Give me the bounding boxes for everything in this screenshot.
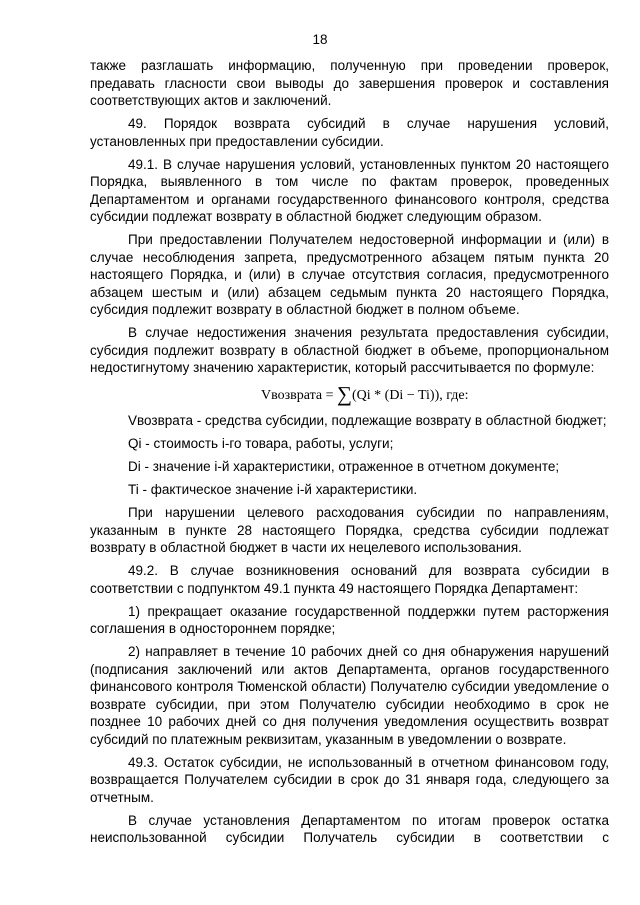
paragraph: 49.3. Остаток субсидии, не использованный в отчетном финансовом году, возвращается Получателем субсидии в срок до 31 января года, следующего за отчетным. xyxy=(90,754,609,805)
sum-symbol: ∑ xyxy=(337,382,352,406)
paragraph: 49.2. В случае возникновения оснований для возврата субсидии в соответствии с подпунктом 49.1 пункта 49 настоящего Порядка Департамент: xyxy=(90,563,609,596)
list-item: 1) прекращает оказание государственной поддержки путем расторжения соглашения в одностороннем порядке; xyxy=(90,603,609,636)
formula-lhs: Vвозврата = xyxy=(261,388,338,403)
paragraph: 49. Порядок возврата субсидий в случае нарушения условий, установленных при предоставлении субсидии. xyxy=(90,116,609,149)
definition: Vвозврата - средства субсидии, подлежащие возврату в областной бюджет; xyxy=(128,413,607,428)
document-body xyxy=(90,57,609,852)
formula-rhs: (Qi * (Di − Ti)), где: xyxy=(352,388,469,403)
definition: Di - значение i-й характеристики, отраженное в отчетном документе; xyxy=(128,459,560,474)
page-number: 18 xyxy=(312,32,328,47)
paragraph: При предоставлении Получателем недостоверной информации и (или) в случае несоблюдения запрета, предусмотренного абзацем пятым пункта 20 настоящего Порядка, и (или) в случае отсутствия согласия, предусмотренного абзацем шестым и (или) абзацем седьмым пункта 20 настоящего Порядка, субсидия подлежит возврату в областной бюджет в полном объеме. xyxy=(90,232,609,317)
paragraph: 49.1. В случае нарушения условий, установленных пунктом 20 настоящего Порядка, выявленного в том числе по фактам проверок, проведенных Департаментом и органами государственного финансового контроля, средства субсидии подлежат возврату в областной бюджет следующим образом. xyxy=(90,156,609,224)
definition: Ti - фактическое значение i-й характеристики. xyxy=(128,482,418,497)
paragraph: В случае установления Департаментом по итогам проверок остатка неиспользованной субсидии Получатель субсидии в соответствии с xyxy=(90,812,609,845)
list-item: 2) направляет в течение 10 рабочих дней со дня обнаружения нарушений (подписания заключений или актов Департамента, органов государственного финансового контроля Тюменской области) Получателю субсидии уведомление о возврате субсидии, при этом Получателю субсидии необходимо в срок не позднее 10 рабочих дней со дня получения уведомления осуществить возврат субсидий по платежным реквизитам, указанным в уведомлении о возврате. xyxy=(90,644,609,747)
return-formula xyxy=(90,382,609,406)
paragraph: также разглашать информацию, полученную при проведении проверок, предавать гласности свои выводы до завершения проверок и составления соответствующих актов и заключений. xyxy=(90,58,609,108)
paragraph: В случае недостижения значения результата предоставления субсидии, субсидия подлежит возврату в областной бюджет в объеме, пропорциональном недостигнутому значению характеристик, который рассчитывается по формуле: xyxy=(90,325,609,375)
definition: Qi - стоимость i-го товара, работы, услуги; xyxy=(128,436,394,451)
paragraph: При нарушении целевого расходования субсидии по направлениям, указанным в пункте 28 настоящего Порядка, средства субсидии подлежат возврату в областной бюджет в части их нецелевого использования. xyxy=(90,505,609,555)
